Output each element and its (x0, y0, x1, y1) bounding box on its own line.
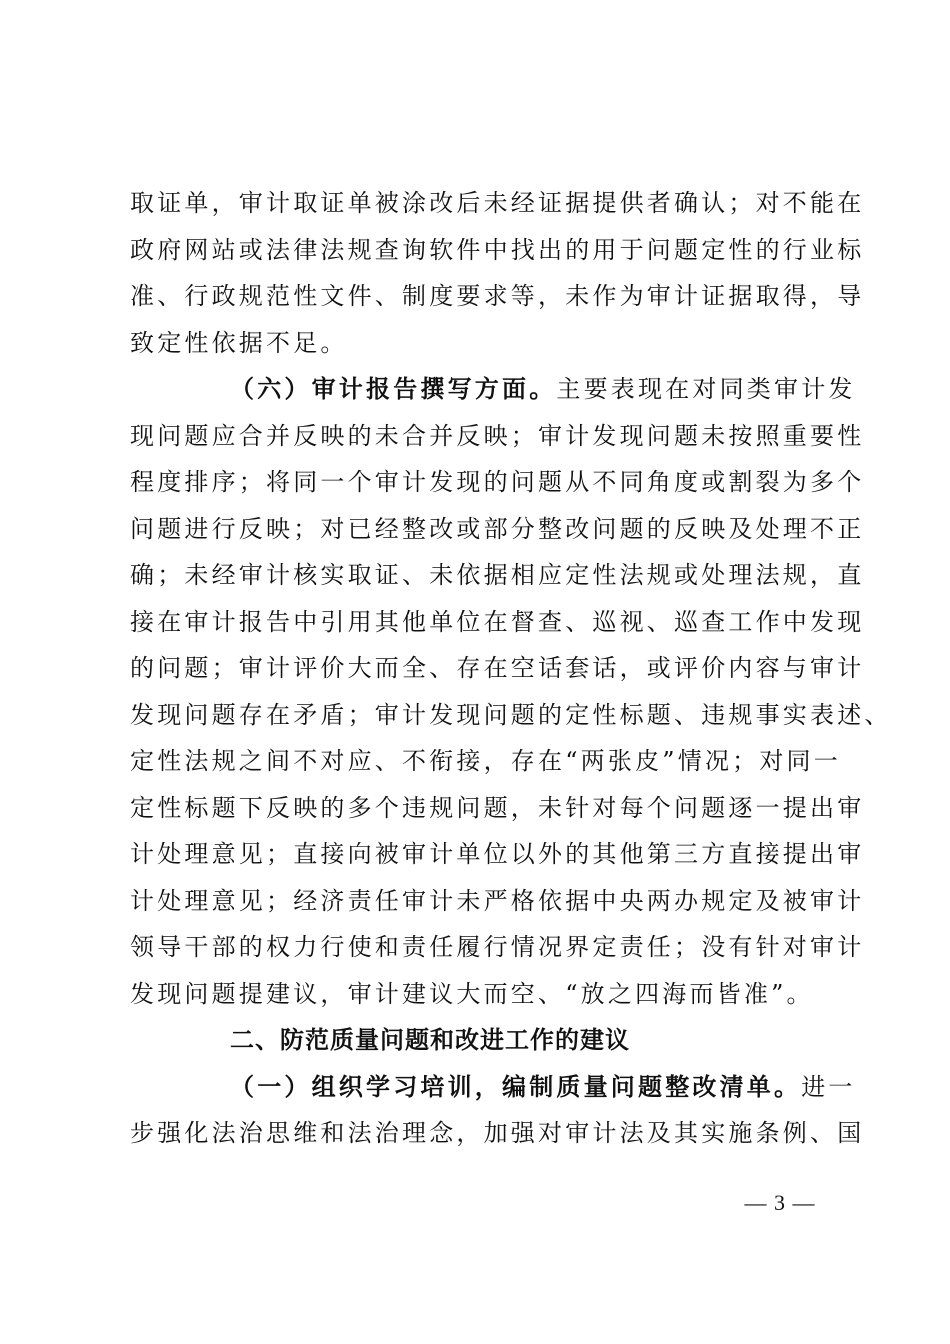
text-line: 现问题应合并反映的未合并反映；审计发现问题未按照重要性 (130, 421, 865, 450)
text-line: 发现问题提建议，审计建议大而空、“放之四海而皆准”。 (130, 979, 814, 1008)
text-line: 定性法规之间不对应、不衔接，存在“两张皮”情况；对同一 (130, 747, 841, 775)
text-line: 取证单，审计取证单被涂改后未经证据提供者确认；对不能在 (130, 189, 865, 217)
text-line: 计处理意见；经济责任审计未严格依据中央两办规定及被审计 (130, 886, 865, 915)
paragraph-first-line (130, 366, 856, 413)
section-lead-audit-report: （六）审计报告撰写方面。 (230, 374, 557, 403)
text-line: 接在审计报告中引用其他单位在督查、巡视、巡查工作中发现 (130, 607, 865, 636)
text-line: 致定性依据不足。 (130, 328, 348, 357)
page-number: — 3 — (744, 1190, 816, 1215)
text-line: 程度排序；将同一个审计发现的问题从不同角度或割裂为多个 (130, 468, 865, 496)
text-line: 的问题；审计评价大而全、存在空话套话，或评价内容与审计 (130, 654, 865, 682)
text-line: 确；未经审计核实取证、未依据相应定性法规或处理法规，直 (130, 561, 865, 589)
text-line: 发现问题存在矛盾；审计发现问题的定性标题、违规事实表述、 (130, 700, 892, 729)
text-line: 领导干部的权力行使和责任履行情况界定责任；没有针对审计 (130, 933, 865, 961)
section-heading: 二、防范质量问题和改进工作的建议 (230, 1026, 630, 1054)
text-line: 步强化法治思维和法治理念，加强对审计法及其实施条例、国 (130, 1119, 865, 1147)
text-line: 政府网站或法律法规查询软件中找出的用于问题定性的行业标 (130, 235, 865, 264)
text-run: 进一 (801, 1072, 856, 1101)
text-line: 计处理意见；直接向被审计单位以外的其他第三方直接提出审 (130, 840, 865, 868)
text-line: 定性标题下反映的多个违规问题，未针对每个问题逐一提出审 (130, 793, 865, 822)
text-run: 主要表现在对同类审计发 (556, 375, 856, 403)
body-text (130, 180, 892, 1157)
text-line: 准、行政规范性文件、制度要求等，未作为审计证据取得，导 (130, 282, 865, 310)
paragraph-first-line (130, 1064, 856, 1111)
section-lead-training: （一）组织学习培训，编制质量问题整改清单。 (230, 1071, 802, 1101)
text-line: 问题进行反映；对已经整改或部分整改问题的反映及处理不正 (130, 514, 865, 543)
